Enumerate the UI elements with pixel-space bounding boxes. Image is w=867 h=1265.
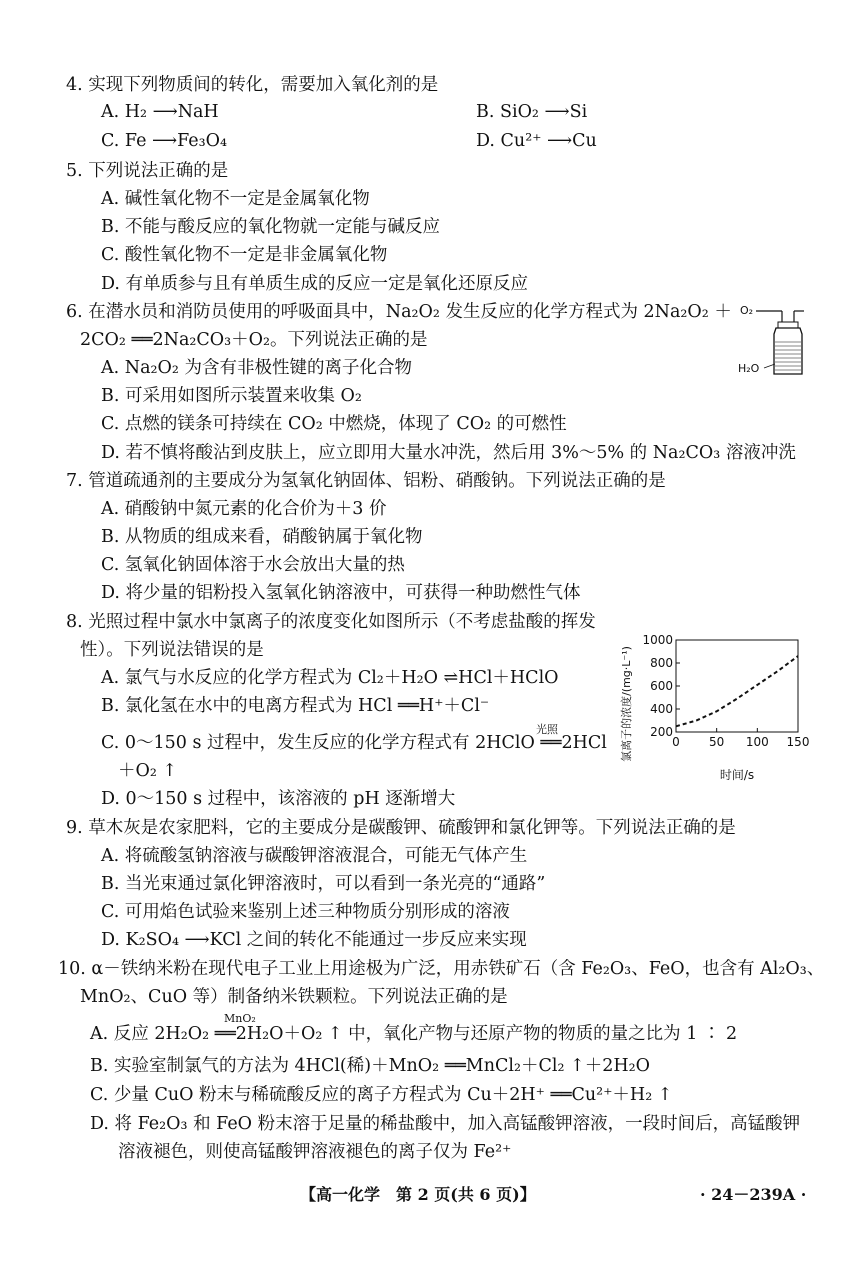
q10-catalyst-label: MnO₂: [224, 1012, 256, 1025]
q10-stem-line1: 10. α－铁纳米粉在现代电子工业上用途极为广泛，用赤铁矿石（含 Fe₂O₃、FeO，也含有 Al₂O₃、: [58, 959, 825, 979]
q5-option-c: C. 酸性氧化物不一定是非金属氧化物: [101, 245, 388, 265]
q8-stem-line2: 性）。下列说法错误的是: [80, 640, 264, 660]
q6-option-a: A. Na₂O₂ 为含有非极性键的离子化合物: [101, 358, 412, 378]
chloride-concentration-chart: [618, 632, 814, 784]
y-tick-label: 1000: [642, 633, 673, 647]
q8-option-c-line1: C. 0～150 s 过程中，发生反应的化学方程式有 2HClO ══2HCl: [101, 733, 607, 753]
q8-reaction-condition: 光照: [536, 723, 558, 736]
q10-stem-line2: MnO₂、CuO 等）制备纳米铁颗粒。下列说法正确的是: [80, 987, 508, 1007]
page-footer-title: 【高一化学 第 2 页(共 6 页)】: [300, 1185, 536, 1204]
q9-option-b: B. 当光束通过氯化钾溶液时，可以看到一条光亮的“通路”: [101, 874, 546, 894]
q10-option-b: B. 实验室制氯气的方法为 4HCl(稀)＋MnO₂ ══MnCl₂＋Cl₂ ↑＋2H₂O: [90, 1056, 650, 1076]
y-axis-label: 氯离子的浓度/(mg·L⁻¹): [620, 646, 633, 762]
q6-option-b: B. 可采用如图所示装置来收集 O₂: [101, 386, 362, 406]
q7-stem: 7. 管道疏通剂的主要成分为氢氧化钠固体、铝粉、硝酸钠。下列说法正确的是: [66, 471, 666, 491]
q8-option-b: B. 氯化氢在水中的电离方程式为 HCl ══H⁺＋Cl⁻: [101, 696, 490, 716]
q9-stem: 9. 草木灰是农家肥料，它的主要成分是碳酸钾、硫酸钾和氯化钾等。下列说法正确的是: [66, 818, 736, 838]
q6-stem-line1: 6. 在潜水员和消防员使用的呼吸面具中，Na₂O₂ 发生反应的化学方程式为 2Na₂O₂ ＋: [66, 302, 732, 322]
q10-option-d-line1: D. 将 Fe₂O₃ 和 FeO 粉末溶于足量的稀盐酸中，加入高锰酸钾溶液，一段时间后，高锰酸钾: [90, 1114, 801, 1134]
q4-option-a: A. H₂ ⟶NaH: [101, 102, 219, 122]
plot-frame: [676, 640, 798, 732]
q10-option-d-line2: 溶液褪色，则使高锰酸钾溶液褪色的离子仅为 Fe²⁺: [118, 1142, 512, 1162]
q8-option-a: A. 氯气与水反应的化学方程式为 Cl₂＋H₂O ⇌HCl＋HClO: [101, 668, 559, 688]
q4-stem: 4. 实现下列物质间的转化，需要加入氧化剂的是: [66, 75, 439, 95]
q6-stem-line2: 2CO₂ ══2Na₂CO₃＋O₂。下列说法正确的是: [80, 330, 428, 350]
y-tick-label: 200: [650, 725, 673, 739]
q4-option-b: B. SiO₂ ⟶Si: [476, 102, 588, 122]
x-tick-label: 50: [709, 735, 725, 749]
q5-stem: 5. 下列说法正确的是: [66, 161, 229, 181]
chloride-concentration-line: [676, 656, 798, 726]
y-tick-label: 800: [650, 656, 673, 670]
fig-o2-label: O₂: [740, 304, 754, 317]
y-tick-label: 600: [650, 679, 673, 693]
q8-option-d: D. 0～150 s 过程中，该溶液的 pH 逐渐增大: [101, 789, 456, 809]
q8-stem-line1: 8. 光照过程中氯水中氯离子的浓度变化如图所示（不考虑盐酸的挥发: [66, 612, 596, 632]
q5-option-a: A. 碱性氧化物不一定是金属氧化物: [101, 189, 370, 209]
q4-option-d: D. Cu²⁺ ⟶Cu: [476, 131, 597, 151]
q8-option-c-line2: ＋O₂ ↑: [118, 761, 178, 781]
q4-option-c: C. Fe ⟶Fe₃O₄: [101, 131, 228, 151]
q6-option-d: D. 若不慎将酸沾到皮肤上，应立即用大量水冲洗，然后用 3%～5% 的 Na₂CO₃ 溶液冲洗: [101, 443, 796, 463]
q7-option-b: B. 从物质的组成来看，硝酸钠属于氧化物: [101, 527, 423, 547]
x-tick-label: 150: [786, 735, 810, 749]
q7-option-a: A. 硝酸钠中氮元素的化合价为＋3 价: [101, 499, 387, 519]
x-axis-label: 时间/s: [719, 768, 755, 782]
q9-option-c: C. 可用焰色试验来鉴别上述三种物质分别形成的溶液: [101, 902, 510, 922]
page-code: · 24－239A ·: [700, 1185, 807, 1204]
q7-option-c: C. 氢氧化钠固体溶于水会放出大量的热: [101, 555, 405, 575]
y-tick-label: 400: [650, 702, 673, 716]
x-tick-label: 100: [745, 735, 769, 749]
stopper: [778, 322, 798, 328]
q10-option-a: A. 反应 2H₂O₂ ══2H₂O＋O₂ ↑ 中，氧化产物与还原产物的物质的量之比为 1 ∶ 2: [90, 1024, 738, 1044]
h2o-pointer: [764, 364, 775, 368]
bottle: [774, 328, 802, 374]
x-tick-label: 0: [672, 735, 680, 749]
q6-option-c: C. 点燃的镁条可持续在 CO₂ 中燃烧，体现了 CO₂ 的可燃性: [101, 414, 567, 434]
q7-option-d: D. 将少量的铝粉投入氢氧化钠溶液中，可获得一种助燃性气体: [101, 583, 581, 603]
q9-option-a: A. 将硫酸氢钠溶液与碳酸钾溶液混合，可能无气体产生: [101, 846, 528, 866]
fig-h2o-label: H₂O: [738, 362, 760, 375]
q5-option-b: B. 不能与酸反应的氧化物就一定能与碱反应: [101, 217, 440, 237]
q9-option-d: D. K₂SO₄ ⟶KCl 之间的转化不能通过一步反应来实现: [101, 930, 527, 950]
gas-bottle-figure: [738, 300, 818, 380]
q10-option-c: C. 少量 CuO 粉末与稀硫酸反应的离子方程式为 Cu＋2H⁺ ══Cu²⁺＋H₂ ↑: [90, 1085, 673, 1105]
q5-option-d: D. 有单质参与且有单质生成的反应一定是氧化还原反应: [101, 274, 529, 294]
